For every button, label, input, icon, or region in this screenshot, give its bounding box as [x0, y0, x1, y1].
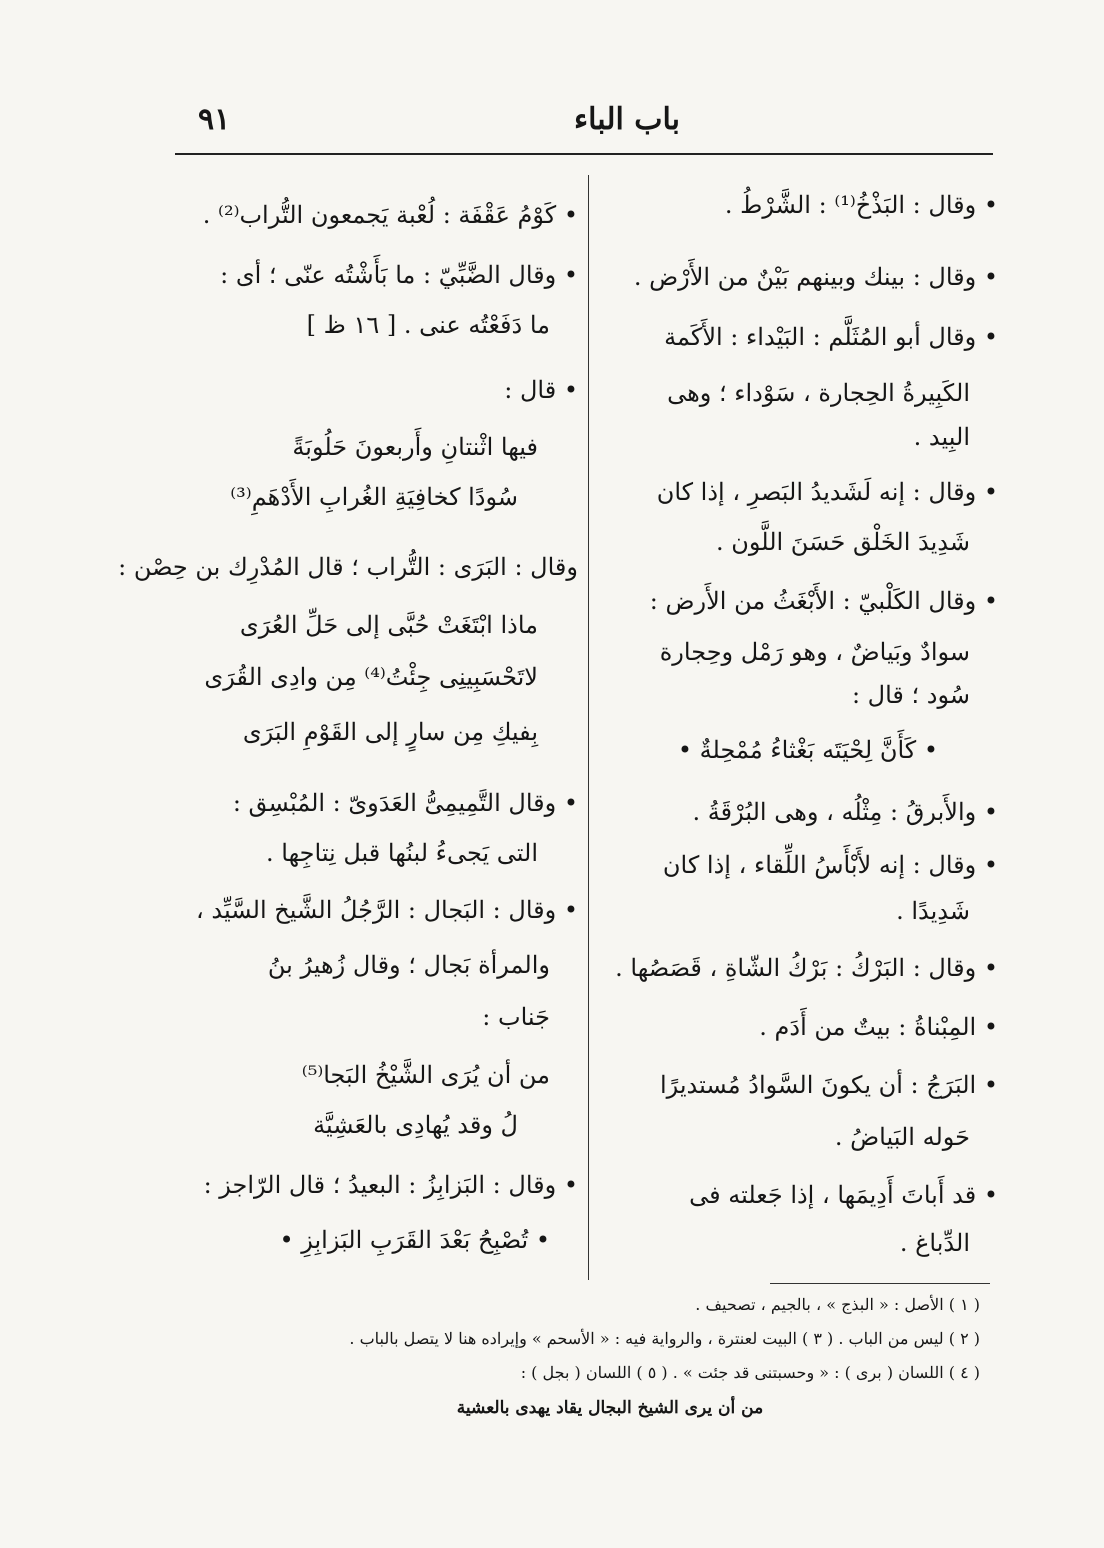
text-line: • وقال : البَذْخُ⁽¹⁾ : الشَّرْطُ .	[724, 191, 998, 219]
text-line: • قال :	[504, 376, 578, 404]
text-line: • والأَبرقُ : مِثْلُه ، وهى البُرْقَةُ .	[692, 798, 998, 826]
footnote: ( ٢ ) ليس من الباب . ( ٣ ) البيت لعنترة ، والرواية فيه : « الأسحم » وإيراده هنا لا يتصل بالباب .	[349, 1329, 980, 1348]
text-line: والمرأة بَجال ؛ وقال زُهيرُ بنُ	[267, 951, 550, 979]
text-line: • كَوْمُ عَقْفَة : لُعْبة يَجمعون التُّراب⁽²⁾ .	[202, 201, 578, 229]
text-line: • كَأَنَّ لِحْيَتَه بَغْثاءُ مُمْحِلةٌ •	[677, 736, 938, 764]
footnote: ( ١ ) الأصل : « البذج » ، بالجيم ، تصحيف .	[695, 1295, 980, 1314]
text-line: سوادٌ وبَياضٌ ، وهو رَمْل وحِجارة	[659, 638, 970, 666]
text-line: وقال : البَرَى : التُّراب ؛ قال المُدْرِك بن حِصْن :	[118, 553, 578, 581]
text-line: • وقال : البَرْكُ : بَرْكُ الشّاةِ ، قَصَصُها .	[615, 954, 998, 982]
verse-line: فيها اثْنتانِ وأَربعونَ حَلُوبَةً	[292, 433, 538, 461]
column-divider	[588, 175, 589, 1280]
handwritten-note: من أن يرى الشيخ البجال يقاد يهدى بالعشية	[456, 1398, 764, 1418]
text-line: حَوله البَياضُ .	[834, 1123, 970, 1151]
text-line: • وقال التَّمِيمِىُّ العَدَوىّ : المُبْسِق :	[232, 789, 578, 817]
verse-line: • تُصْبِحُ بَعْدَ القَرَبِ البَزابِزِ •	[279, 1226, 550, 1254]
verse-line: ماذا ابْتَغَتْ حُبَّى إلى حَلِّ العُرَى	[239, 611, 538, 639]
footnote: ( ٤ ) اللسان ( برى ) : « وحسبتنى قد جئت » . ( ٥ ) اللسان ( بجل ) :	[520, 1363, 980, 1382]
text-line: شَدِيدَ الخَلْق حَسَنَ اللَّون .	[715, 528, 970, 556]
text-line: البِيد .	[913, 423, 970, 451]
text-line: الكَبِيرةُ الحِجارة ، سَوْداء ؛ وهى	[667, 379, 970, 407]
text-line: • وقال : البَجال : الرَّجُلُ الشَّيخ السَّيِّد ،	[196, 896, 578, 924]
text-line: • البَرَجُ : أن يكونَ السَّوادُ مُستديرًا	[659, 1071, 998, 1099]
page-title: باب الباء	[574, 102, 680, 137]
text-line: • وقال الكَلْبيّ : الأَبْغَثُ من الأَرض :	[649, 587, 998, 615]
text-line: • وقال : إنه لأَبْأَسُ اللِّقاء ، إذا كان	[662, 851, 998, 879]
header-rule	[175, 153, 993, 155]
text-line: • المِبْناةُ : بيتٌ من أَدَم .	[759, 1013, 998, 1041]
footnote-rule	[770, 1283, 990, 1284]
page-number: ٩١	[198, 102, 231, 137]
text-line: • وقال : إنه لَشَديدُ البَصرِ ، إذا كان	[656, 478, 998, 506]
text-line: الدِّباغ .	[899, 1229, 970, 1257]
text-line: شَدِيدًا .	[896, 897, 970, 925]
verse-line: من أن يُرَى الشَّيْخُ البَجا⁽⁵⁾	[301, 1061, 550, 1089]
text-line: جَناب :	[482, 1003, 550, 1031]
verse-line: بِفيكِ مِن سارٍ إلى القَوْمِ البَرَى	[242, 718, 538, 746]
text-line: سُود ؛ قال :	[851, 681, 970, 709]
verse-line: لُ وقد يُهادِى بالعَشِيَّة	[313, 1111, 518, 1139]
text-line: التى يَجىءُ لبنُها قبل نِتاجِها .	[266, 839, 538, 867]
text-line: • وقال أبو المُثَلَّم : البَيْداء : الأَكَمة	[664, 323, 998, 351]
verse-line: سُودًا كخافِيَةِ الغُرابِ الأَدْهَمِ⁽³⁾	[230, 483, 518, 511]
text-line: • قد أَباتَ أَدِيمَها ، إذا جَعلته فى	[689, 1181, 998, 1209]
page-header	[170, 100, 990, 150]
text-line: • وقال الضَّبِّيّ : ما بَأَشْتُه عنّى ؛ أى :	[220, 261, 578, 289]
text-line: • وقال : بينك وبينهم بَيْنٌ من الأَرْض .	[633, 263, 998, 291]
text-line: • وقال : البَزابِزُ : البعيدُ ؛ قال الرّاجز :	[203, 1171, 578, 1199]
text-line: ما دَفَعْتُه عنى . [ ١٦ ظ ]	[306, 311, 550, 339]
verse-line: لاتَحْسَبِينِى جِئْتُ⁽⁴⁾ مِن وادِى القُرَى	[204, 663, 538, 691]
